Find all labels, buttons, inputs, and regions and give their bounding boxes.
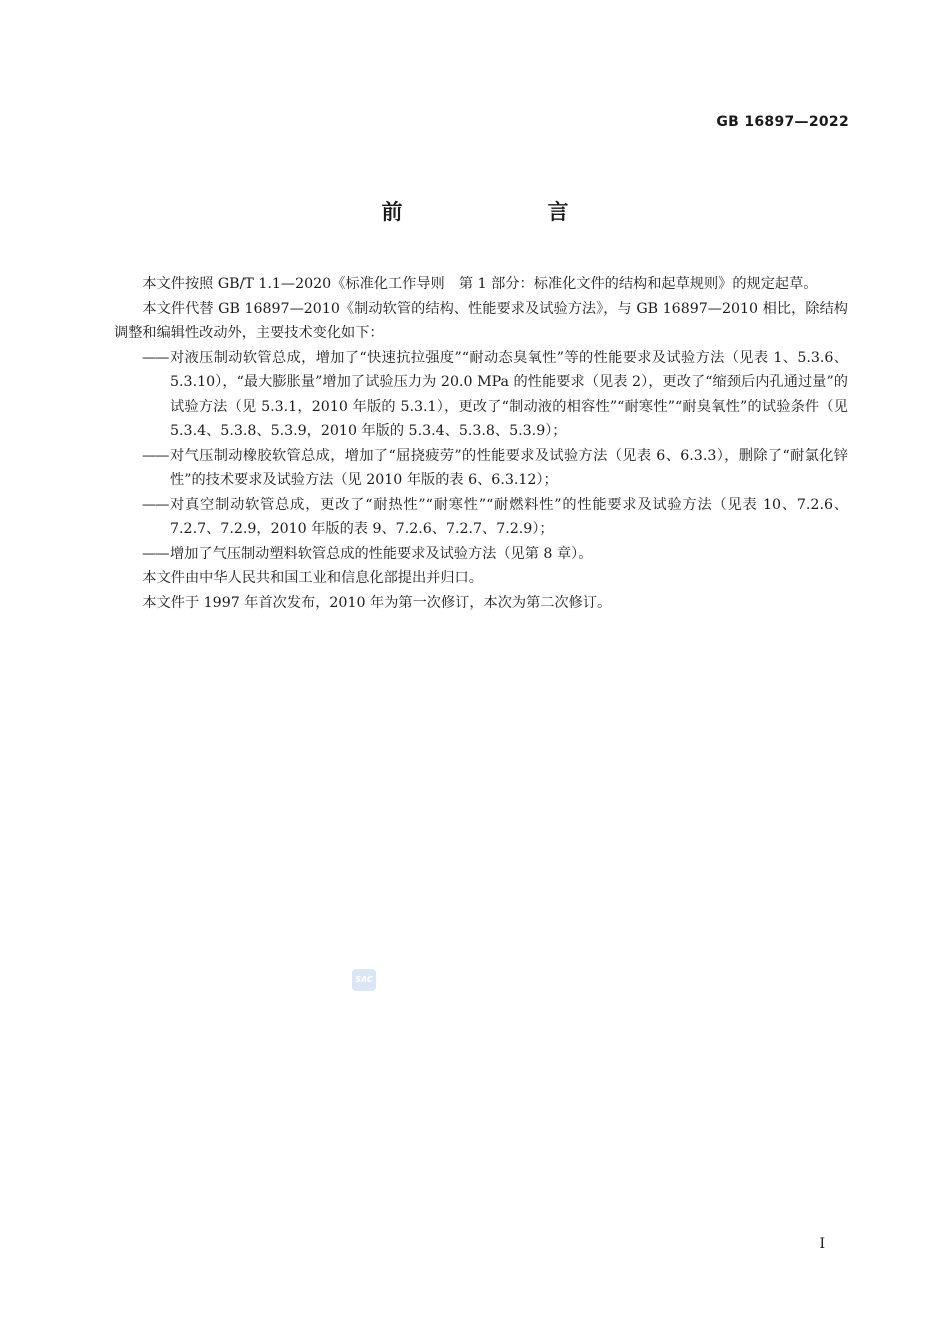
paragraph-drafting-basis: 本文件按照 GB/T 1.1—2020《标准化工作导则 第 1 部分：标准化文件的结构和起草规则》的规定起草。 xyxy=(142,276,818,292)
paragraph-proposer: 本文件由中华人民共和国工业和信息化部提出并归口。 xyxy=(142,570,483,586)
list-item xyxy=(114,542,848,567)
document-body xyxy=(114,272,848,615)
paragraph-replacement: 本文件代替 GB 16897—2010《制动软管的结构、性能要求及试验方法》，与 GB 16897—2010 相比，除结构调整和编辑性改动外，主要技术变化如下： xyxy=(114,300,848,341)
list-item xyxy=(114,444,848,493)
change-list xyxy=(114,346,848,567)
sac-watermark-logo: SAC xyxy=(352,969,376,991)
list-dash: —— xyxy=(142,545,169,562)
list-item-text: 对气压制动橡胶软管总成，增加了“屈挠疲劳”的性能要求及试验方法（见表 6、6.3.3），删除了“耐氯化锌性”的技术要求及试验方法（见 2010 年版的表 6、6.3.12）； xyxy=(170,447,848,488)
page-title: 前 言 xyxy=(381,199,631,224)
page-number: I xyxy=(819,1236,825,1252)
standard-code: GB 16897—2022 xyxy=(716,114,849,130)
list-item-text: 对真空制动软管总成，更改了“耐热性”“耐寒性”“耐燃料性”的性能要求及试验方法（见表 10、7.2.6、7.2.7、7.2.9，2010 年版的表 9、7.2.6、7.2.7、7.2.9）； xyxy=(170,496,848,537)
list-item-text: 增加了气压制动塑料软管总成的性能要求及试验方法（见第 8 章）。 xyxy=(170,545,593,562)
list-item xyxy=(114,346,848,444)
list-dash: —— xyxy=(142,447,169,464)
list-dash: —— xyxy=(142,349,169,366)
list-dash: —— xyxy=(142,496,169,513)
paragraph-history: 本文件于 1997 年首次发布，2010 年为第一次修订，本次为第二次修订。 xyxy=(142,594,612,611)
list-item xyxy=(114,493,848,542)
list-item-text: 对液压制动软管总成，增加了“快速抗拉强度”“耐动态臭氧性”等的性能要求及试验方法（见表 1、5.3.6、5.3.10），“最大膨胀量”增加了试验压力为 20.0 MPa 的性能要求（见表 2），更改了“缩颈后内孔通过量”的试验方法（见 5.3.1，2010 年版的 5.3.1），更改了“制动液的相容性”“耐寒性”“耐臭氧性”的试验条件（见 5.3.4、5.3.8、5.3.9，2010 年版的 5.3.4、5.3.8、5.3.9）； xyxy=(170,349,848,439)
